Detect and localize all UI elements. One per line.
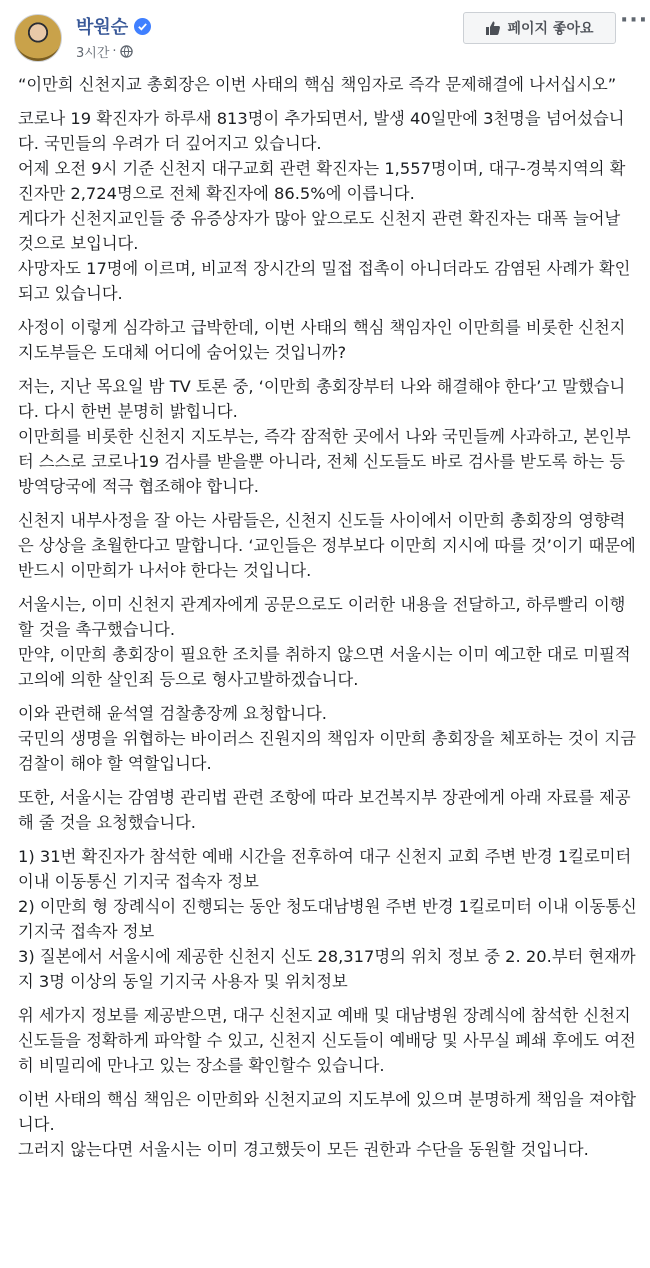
paragraph-1-line-3: 게다가 신천지교인들 중 유증상자가 많아 앞으로도 신천지 관련 확진자는 대폭 늘어날 것으로 보입니다. <box>18 209 621 253</box>
paragraph-3-line-2: 이만희를 비롯한 신천지 지도부는, 즉각 잠적한 곳에서 나와 국민들께 사과하고, 본인부터 스스로 코로나19 검사를 받을뿐 아니라, 전체 신도들도 바로 검사를 받도록 하는 등 방역당국에 적극 협조해야 합니다. <box>18 427 631 496</box>
paragraph-1-line-4: 사망자도 17명에 이르며, 비교적 장시간의 밀접 접촉이 아니더라도 감염된 사례가 확인되고 있습니다. <box>18 259 631 303</box>
paragraph-5-line-2: 만약, 이만희 총회장이 필요한 조치를 취하지 않으면 서울시는 이미 예고한 대로 미필적 고의에 의한 살인죄 등으로 형사고발하겠습니다. <box>18 645 631 689</box>
paragraph-6-line-2: 국민의 생명을 위협하는 바이러스 진원지의 책임자 이만희 총회장을 체포하는 것이 지금 검찰이 해야 할 역할입니다. <box>18 729 636 773</box>
post-title: “이만희 신천지교 총회장은 이번 사태의 핵심 책임자로 즉각 문제해결에 나서십시오” <box>18 75 617 94</box>
like-page-label: 페이지 좋아요 <box>507 21 594 37</box>
list-item-2: 2) 이만희 형 장례식이 진행되는 동안 청도대남병원 주변 반경 1킬로미터 이내 이동통신 기지국 접속자 정보 <box>18 897 637 941</box>
paragraph-8: 위 세가지 정보를 제공받으면, 대구 신천지교 예배 및 대남병원 장례식에 참석한 신천지 신도들을 정확하게 파악할 수 있고, 신천지 신도들이 예배당 및 사무실 폐쇄 후에도 여전히 비밀리에 만나고 있는 장소를 확인할수 있습니다. <box>18 1006 636 1075</box>
post-header <box>0 0 650 70</box>
paragraph-6-line-1: 이와 관련해 윤석열 검찰총장께 요청합니다. <box>18 704 327 723</box>
thumbs-up-icon <box>485 20 501 36</box>
globe-icon[interactable] <box>120 45 133 58</box>
like-page-button[interactable] <box>463 12 616 44</box>
verified-badge-icon <box>134 18 151 35</box>
list-item-1: 1) 31번 확진자가 참석한 예배 시간을 전후하여 대구 신천지 교회 주변 반경 1킬로미터 이내 이동통신 기지국 접속자 정보 <box>18 847 632 891</box>
paragraph-1-line-2: 어제 오전 9시 기준 신천지 대구교회 관련 확진자는 1,557명이며, 대구-경북지역의 확진자만 2,724명으로 전체 확진자에 86.5%에 이릅니다. <box>18 159 626 203</box>
author-name[interactable]: 박원순 <box>76 17 129 38</box>
paragraph-5-line-1: 서울시는, 이미 신천지 관계자에게 공문으로도 이러한 내용을 전달하고, 하루빨리 이행할 것을 촉구했습니다. <box>18 595 626 639</box>
meta-separator: · <box>112 44 117 59</box>
paragraph-7: 또한, 서울시는 감염병 관리법 관련 조항에 따라 보건복지부 장관에게 아래 자료를 제공해 줄 것을 요청했습니다. <box>18 788 631 832</box>
paragraph-9-line-1: 이번 사태의 핵심 책임은 이만희와 신천지교의 지도부에 있으며 분명하게 책임을 져야합니다. <box>18 1090 636 1134</box>
paragraph-1-line-1: 코로나 19 확진자가 하루새 813명이 추가되면서, 발생 40일만에 3천명을 넘어섰습니다. 국민들의 우려가 더 깊어지고 있습니다. <box>18 109 625 153</box>
author-row <box>76 13 151 39</box>
paragraph-4: 신천지 내부사정을 잘 아는 사람들은, 신천지 신도들 사이에서 이만희 총회장의 영향력은 상상을 초월한다고 말합니다. ‘교인들은 정부보다 이만희 지시에 따를 것’이기 때문에 반드시 이만희가 나서야 한다는 것입니다. <box>18 511 636 580</box>
more-options-icon[interactable]: ··· <box>620 8 649 33</box>
paragraph-3-line-1: 저는, 지난 목요일 밤 TV 토론 중, ‘이만희 총회장부터 나와 해결해야 한다’고 말했습니다. 다시 한번 분명히 밝힙니다. <box>18 377 626 421</box>
post-body <box>18 72 638 1162</box>
post-time[interactable]: 3시간 <box>76 46 110 61</box>
paragraph-9-line-2: 그러지 않는다면 서울시는 이미 경고했듯이 모든 권한과 수단을 동원할 것입니다. <box>18 1140 589 1159</box>
paragraph-2: 사정이 이렇게 심각하고 급박한데, 이번 사태의 핵심 책임자인 이만희를 비롯한 신천지 지도부들은 도대체 어디에 숨어있는 것입니까? <box>18 318 626 362</box>
avatar[interactable] <box>14 14 62 62</box>
list-item-3: 3) 질본에서 서울시에 제공한 신천지 신도 28,317명의 위치 정보 중 2. 20.부터 현재까지 3명 이상의 동일 기지국 사용자 및 위치정보 <box>18 947 636 991</box>
post-meta <box>76 42 133 61</box>
